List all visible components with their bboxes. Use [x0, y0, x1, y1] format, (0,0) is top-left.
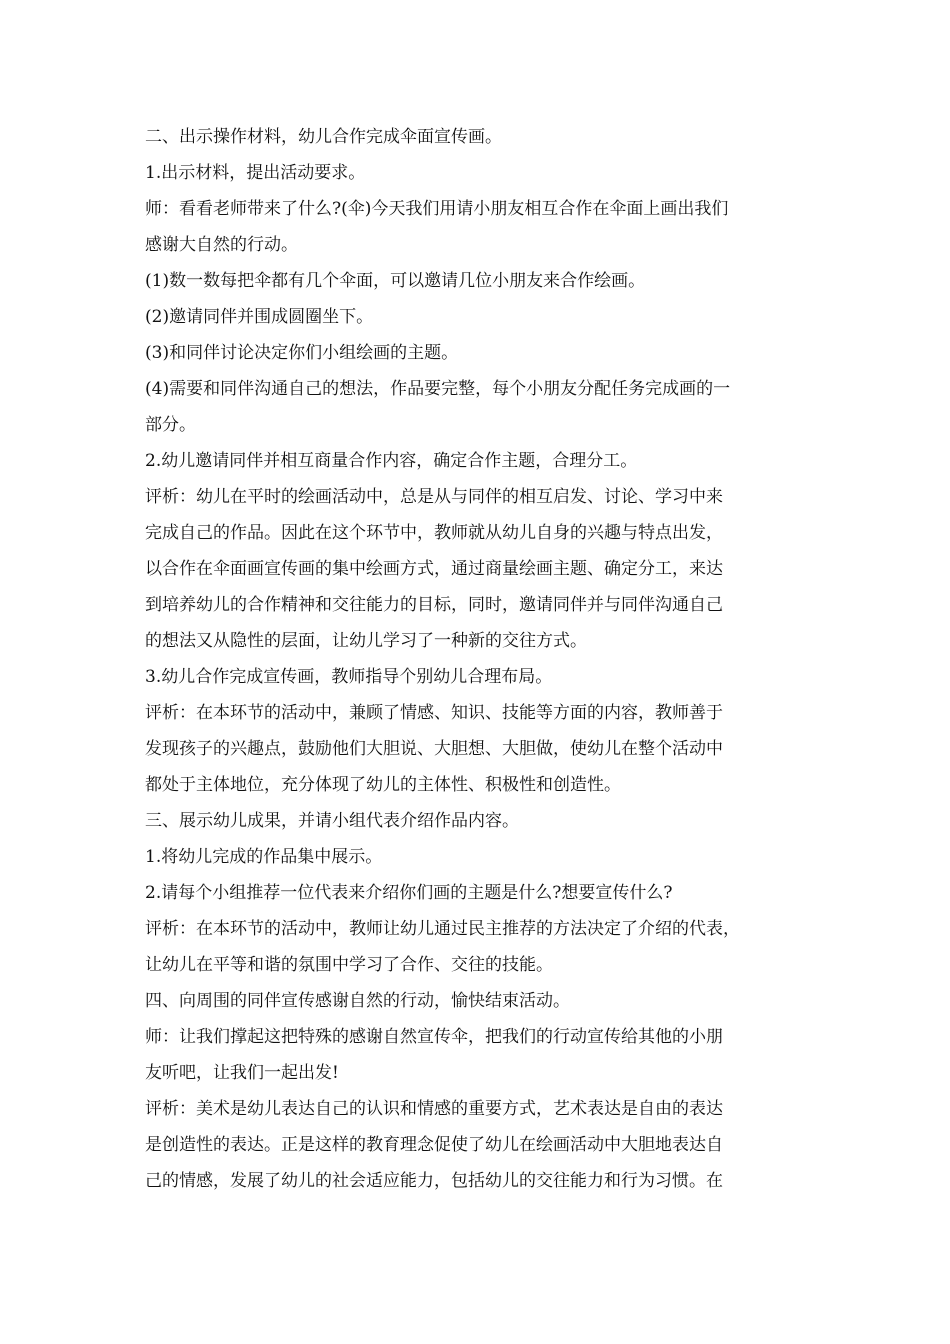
commentary-line: 评析：在本环节的活动中，兼顾了情感、知识、技能等方面的内容，教师善于 [145, 703, 723, 723]
step-heading: 3.幼儿合作完成宣传画，教师指导个别幼儿合理布局。 [145, 667, 553, 687]
paragraph-line: 师：让我们撑起这把特殊的感谢自然宣传伞，把我们的行动宣传给其他的小朋 [145, 1027, 723, 1047]
commentary-line: 评析：幼儿在平时的绘画活动中，总是从与同伴的相互启发、讨论、学习中来 [145, 487, 723, 507]
paragraph-line: 师：看看老师带来了什么?(伞)今天我们用请小朋友相互合作在伞面上画出我们 [145, 199, 729, 219]
section-heading-4: 四、向周围的同伴宣传感谢自然的行动，愉快结束活动。 [145, 991, 570, 1011]
commentary-line: 让幼儿在平等和谐的氛围中学习了合作、交往的技能。 [145, 955, 553, 975]
step-heading: 2.请每个小组推荐一位代表来介绍你们画的主题是什么?想要宣传什么? [145, 883, 673, 903]
commentary-line: 以合作在伞面画宣传画的集中绘画方式，通过商量绘画主题、确定分工，来达 [145, 559, 723, 579]
paragraph-line: 部分。 [145, 415, 196, 435]
step-heading: 2.幼儿邀请同伴并相互商量合作内容，确定合作主题，合理分工。 [145, 451, 638, 471]
commentary-line: 评析：美术是幼儿表达自己的认识和情感的重要方式，艺术表达是自由的表达 [145, 1099, 723, 1119]
commentary-line: 到培养幼儿的合作精神和交往能力的目标，同时，邀请同伴并与同伴沟通自己 [145, 595, 723, 615]
paragraph-line: 感谢大自然的行动。 [145, 235, 298, 255]
list-item: (3)和同伴讨论决定你们小组绘画的主题。 [145, 343, 459, 363]
commentary-line: 己的情感，发展了幼儿的社会适应能力，包括幼儿的交往能力和行为习惯。在 [145, 1171, 723, 1191]
section-heading-2: 二、出示操作材料，幼儿合作完成伞面宣传画。 [145, 127, 502, 147]
list-item: (4)需要和同伴沟通自己的想法，作品要完整，每个小朋友分配任务完成画的一 [145, 379, 731, 399]
paragraph-line: 友听吧，让我们一起出发! [145, 1063, 339, 1083]
step-heading: 1.出示材料，提出活动要求。 [145, 163, 366, 183]
commentary-line: 完成自己的作品。因此在这个环节中，教师就从幼儿自身的兴趣与特点出发， [145, 523, 723, 543]
commentary-line: 是创造性的表达。正是这样的教育理念促使了幼儿在绘画活动中大胆地表达自 [145, 1135, 723, 1155]
commentary-line: 评析：在本环节的活动中，教师让幼儿通过民主推荐的方法决定了介绍的代表， [145, 919, 740, 939]
commentary-line: 都处于主体地位，充分体现了幼儿的主体性、积极性和创造性。 [145, 775, 621, 795]
commentary-line: 发现孩子的兴趣点，鼓励他们大胆说、大胆想、大胆做，使幼儿在整个活动中 [145, 739, 723, 759]
step-heading: 1.将幼儿完成的作品集中展示。 [145, 847, 383, 867]
list-item: (2)邀请同伴并围成圆圈坐下。 [145, 307, 374, 327]
document-body [145, 119, 825, 1199]
section-heading-3: 三、展示幼儿成果，并请小组代表介绍作品内容。 [145, 811, 519, 831]
list-item: (1)数一数每把伞都有几个伞面，可以邀请几位小朋友来合作绘画。 [145, 271, 646, 291]
commentary-line: 的想法又从隐性的层面，让幼儿学习了一种新的交往方式。 [145, 631, 587, 651]
